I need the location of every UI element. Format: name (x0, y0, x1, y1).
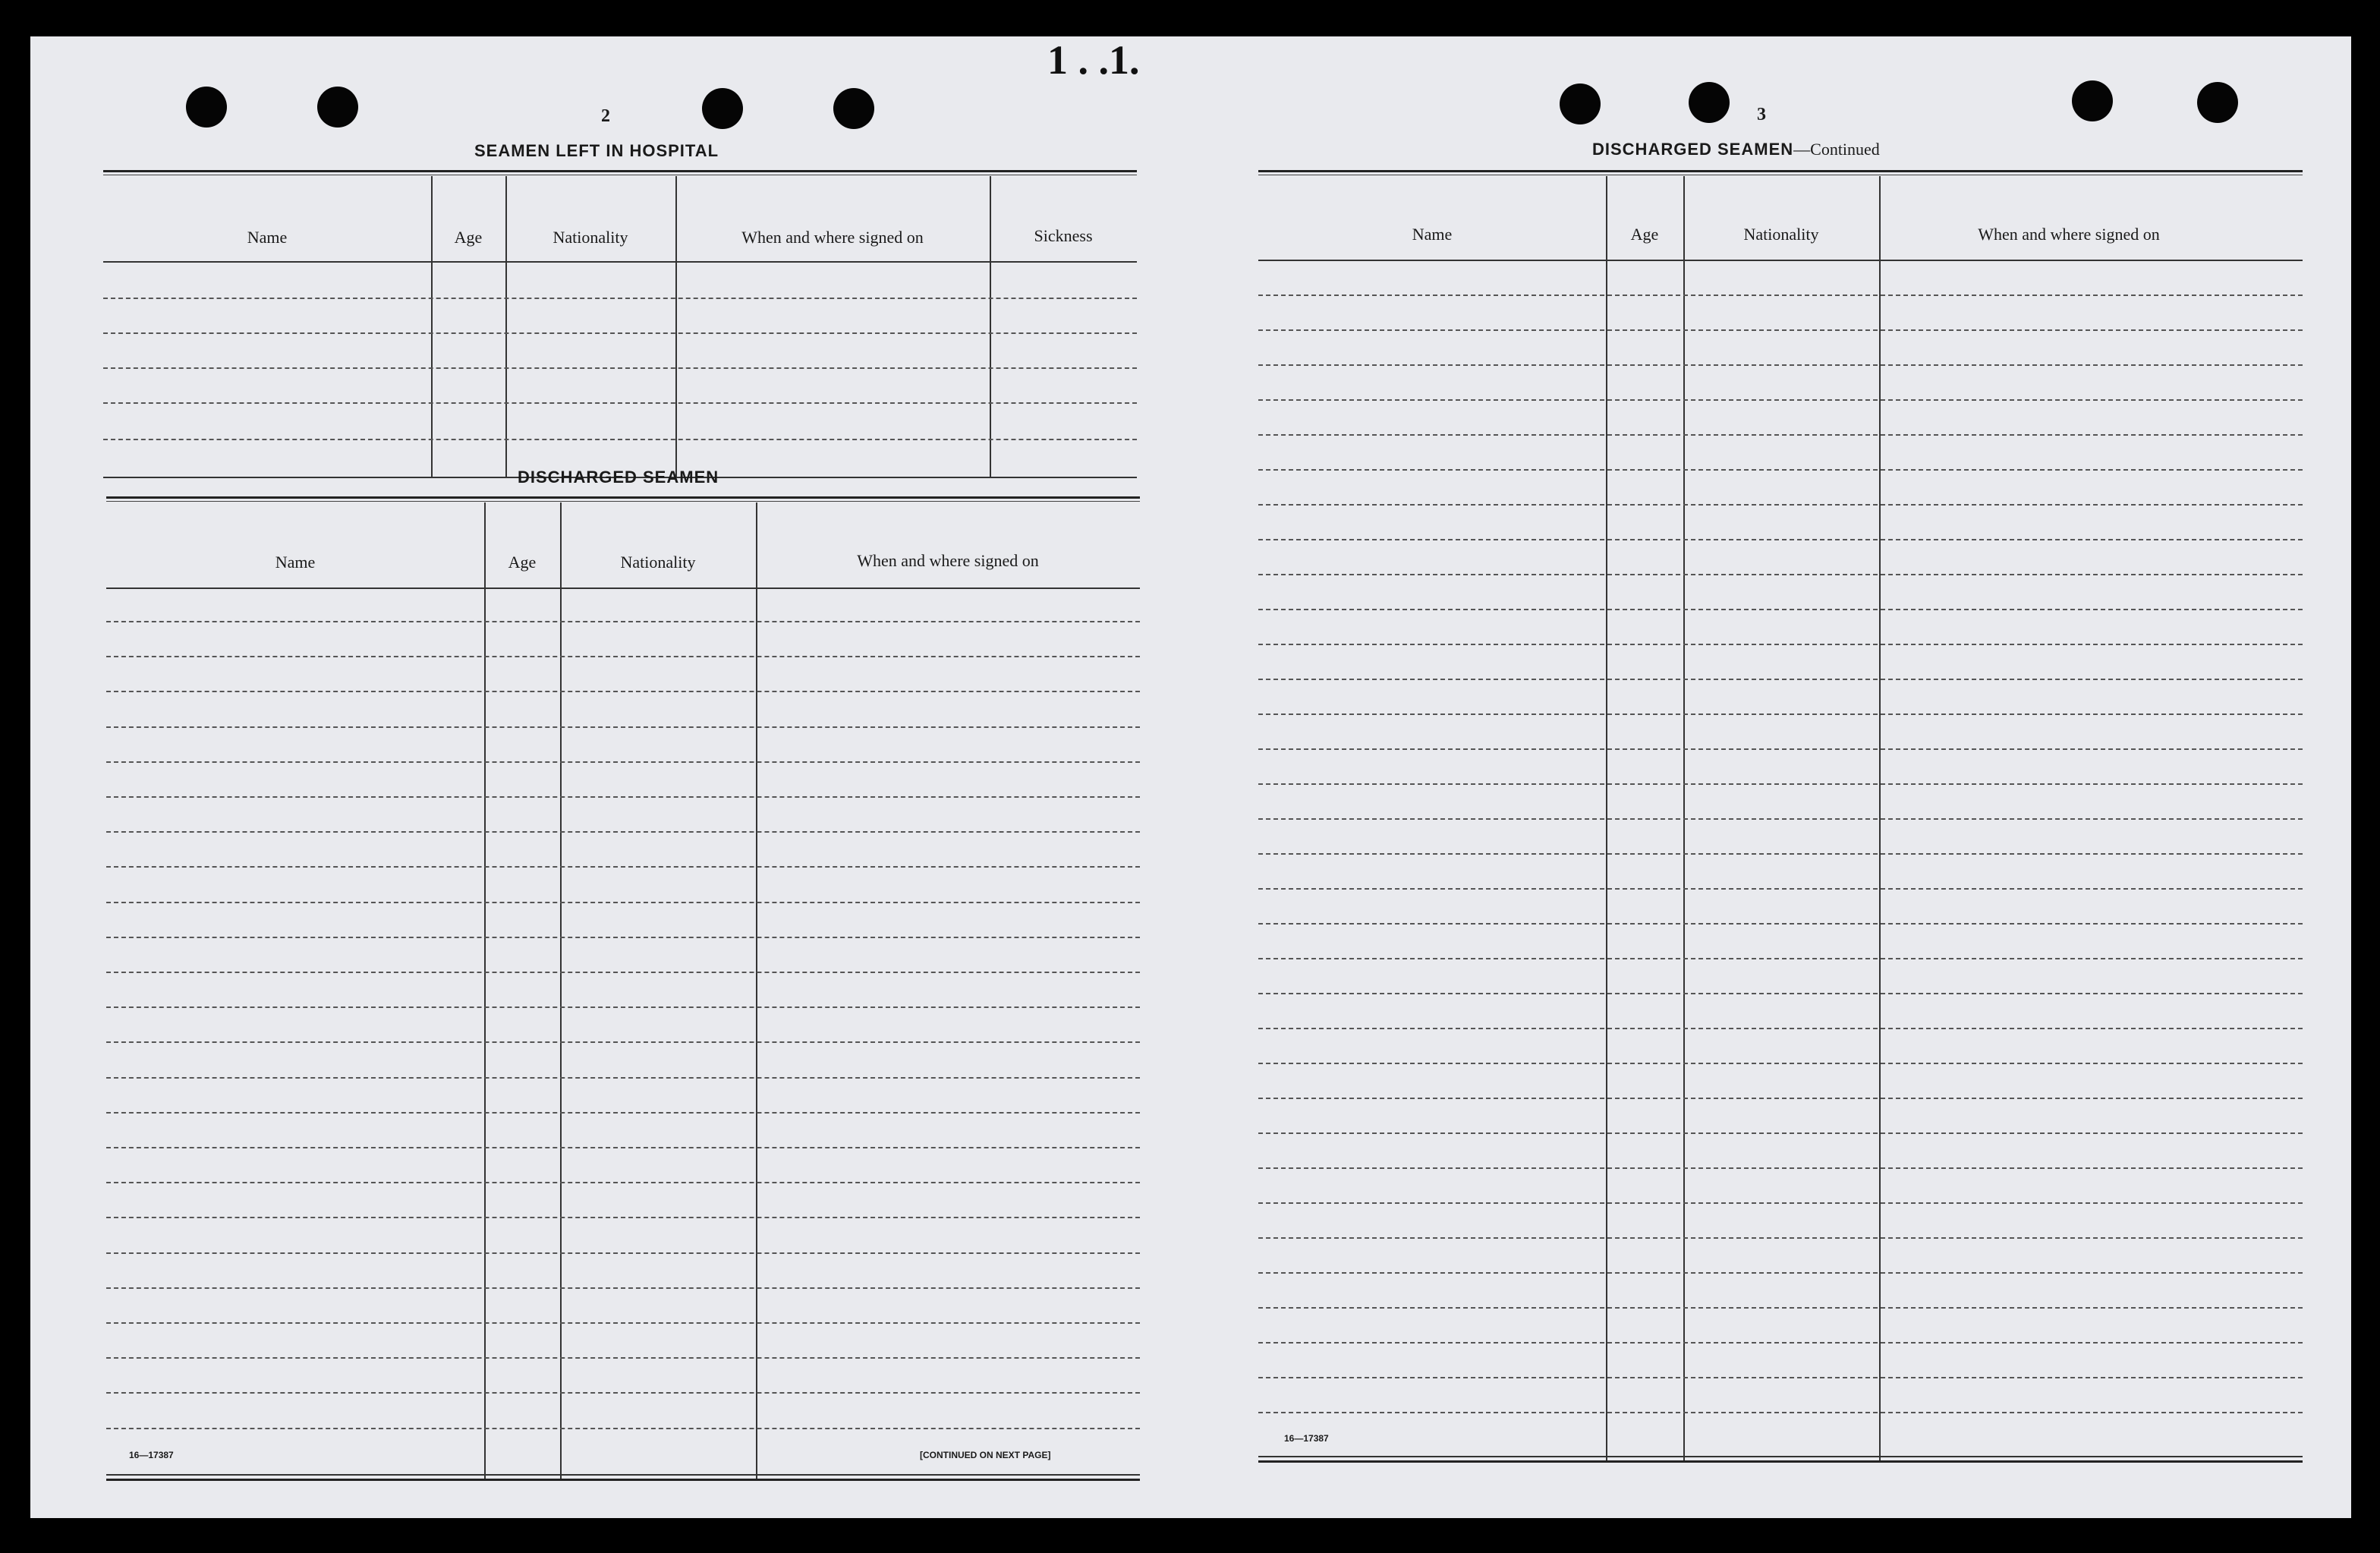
ruled-row-line (106, 1077, 1140, 1079)
ruled-row-line (1258, 1167, 2303, 1169)
hospital-col-nationality: Nationality (552, 228, 628, 247)
document-sheet (30, 36, 2351, 1518)
ruled-row-line (1258, 434, 2303, 436)
ruled-row-line (106, 1182, 1140, 1183)
ruled-row-line (1258, 609, 2303, 610)
ruled-row-line (106, 1322, 1140, 1324)
ruled-row-line (106, 1252, 1140, 1254)
ruled-row-line (1258, 1098, 2303, 1099)
ruled-row-line (1258, 853, 2303, 855)
ruled-row-line (106, 1006, 1140, 1008)
page-number-right: 3 (1757, 105, 1766, 124)
ruled-row-line (1258, 1307, 2303, 1309)
ruled-row-line (1258, 295, 2303, 296)
ruled-row-line (106, 972, 1140, 973)
ruled-row-line (1258, 574, 2303, 575)
hospital-col-signed-on: When and where signed on (741, 228, 924, 247)
ruled-row-line (1258, 713, 2303, 715)
ruled-row-line (106, 1287, 1140, 1289)
ruled-row-line (106, 937, 1140, 938)
ruled-row-line (1258, 958, 2303, 959)
footer-code-left: 16—17387 (129, 1450, 174, 1460)
continued-col-age: Age (1630, 225, 1659, 244)
discharged-table (106, 496, 1140, 1483)
continued-col-name: Name (1412, 225, 1453, 244)
ruled-row-line (106, 1357, 1140, 1359)
footer-continued-note: [CONTINUED ON NEXT PAGE] (920, 1450, 1051, 1460)
ruled-row-line (1258, 504, 2303, 506)
ruled-row-line (106, 1428, 1140, 1429)
hospital-col-name: Name (247, 228, 288, 247)
punch-hole (1560, 83, 1601, 124)
ruled-row-line (1258, 1412, 2303, 1413)
ruled-row-line (106, 1217, 1140, 1218)
ruled-row-line (1258, 679, 2303, 680)
ruled-row-line (106, 902, 1140, 903)
hospital-table (103, 170, 1137, 483)
punch-hole (317, 87, 358, 128)
discharged-col-name: Name (275, 553, 316, 572)
page-number-left: 2 (601, 106, 610, 126)
ruled-row-line (106, 656, 1140, 657)
ruled-row-line (106, 1392, 1140, 1394)
discharged-col-signed-on: When and where signed on (857, 551, 1039, 570)
continued-col-nationality: Nationality (1743, 225, 1819, 244)
ruled-row-line (1258, 993, 2303, 994)
footer-code-right: 16—17387 (1284, 1433, 1329, 1444)
ruled-row-line (106, 1112, 1140, 1114)
hospital-section-title: SEAMEN LEFT IN HOSPITAL (474, 141, 719, 160)
ruled-row-line (1258, 364, 2303, 366)
ruled-row-line (106, 1147, 1140, 1148)
ruled-row-line (106, 1041, 1140, 1043)
ruled-row-line (1258, 818, 2303, 820)
ruled-row-line (1258, 1063, 2303, 1064)
punch-hole (833, 88, 874, 129)
discharged-section-title: DISCHARGED SEAMEN (518, 468, 719, 487)
ruled-row-line (1258, 1132, 2303, 1134)
ruled-row-line (1258, 399, 2303, 401)
continued-suffix: —Continued (1793, 140, 1880, 159)
discharged-continued-table (1258, 170, 2303, 1468)
punch-hole (1689, 82, 1730, 123)
ruled-row-line (106, 831, 1140, 833)
ruled-row-line (106, 866, 1140, 868)
punch-hole (702, 88, 743, 129)
ruled-row-line (1258, 923, 2303, 925)
ruled-row-line (106, 761, 1140, 763)
punch-hole (2197, 82, 2238, 123)
ruled-row-line (1258, 783, 2303, 785)
ruled-row-line (106, 796, 1140, 798)
punch-hole (2072, 80, 2113, 121)
ruled-row-line (1258, 1272, 2303, 1274)
continued-col-signed-on: When and where signed on (1978, 225, 2160, 244)
ruled-row-line (1258, 1377, 2303, 1378)
ruled-row-line (106, 691, 1140, 692)
ruled-row-line (1258, 888, 2303, 890)
ruled-row-line (1258, 469, 2303, 471)
discharged-continued-title-text: DISCHARGED SEAMEN (1592, 140, 1794, 159)
hospital-col-age: Age (454, 228, 483, 247)
discharged-col-age: Age (508, 553, 537, 572)
ruled-row-line (1258, 1202, 2303, 1204)
discharged-col-nationality: Nationality (620, 553, 696, 572)
ruled-row-line (1258, 1237, 2303, 1239)
punch-hole (186, 87, 227, 128)
ruled-row-line (1258, 329, 2303, 331)
ruled-row-line (1258, 1342, 2303, 1344)
hospital-col-sickness: Sickness (1034, 226, 1093, 245)
ruled-row-line (1258, 644, 2303, 645)
ruled-row-line (1258, 1028, 2303, 1029)
ruled-row-line (1258, 539, 2303, 540)
ruled-row-line (106, 726, 1140, 728)
discharged-continued-title (1592, 140, 1880, 159)
ruled-row-line (106, 621, 1140, 622)
top-marks: 1 . .1. (1047, 37, 1140, 83)
ruled-row-line (1258, 748, 2303, 750)
